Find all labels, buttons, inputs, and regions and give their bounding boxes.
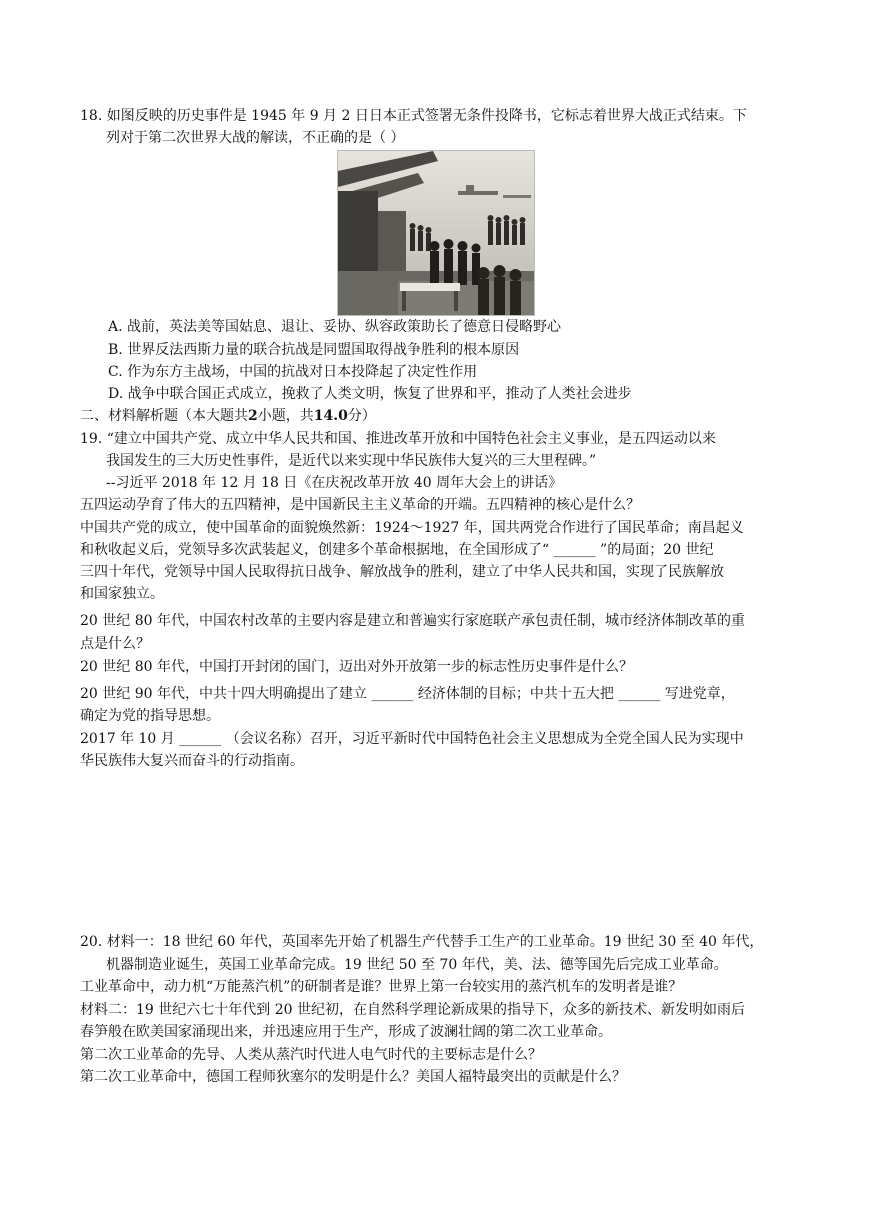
q20-paragraph-line: 第二次工业革命的先导、人类从蒸汽时代进人电气时代的主要标志是什么？: [80, 1047, 542, 1063]
q20-paragraph-line: 工业革命中，动力机“万能蒸汽机”的研制者是谁？世界上第一台较实用的蒸汽机车的发明者是谁？: [80, 979, 683, 995]
q18-option-a: A. 战前，英法美等国姑息、退让、妥协、纵容政策助长了德意日侵略野心: [108, 319, 562, 335]
q19-quote-source: --习近平 2018 年 12 月 18 日《在庆祝改革开放 40 周年大会上的讲话》: [106, 475, 563, 491]
section-total-score: 14.0: [313, 408, 348, 424]
section-heading-suffix: 分）: [347, 408, 376, 424]
q19-paragraph-line: 2017 年 10 月 ______ （会议名称）召开，习近平新时代中国特色社会主义思想成为全党全国人民为实现中: [80, 731, 744, 747]
q19-paragraph-line: 确定为党的指导思想。: [80, 708, 220, 724]
q20-paragraph-line: 材料二：19 世纪六七十年代到 20 世纪初，在自然科学理论新成果的指导下，众多的新技术、新发明如雨后: [80, 1002, 745, 1018]
q20-paragraph-line: 第二次工业革命中，德国工程师狄塞尔的发明是什么？美国人福特最突出的贡献是什么？: [80, 1069, 626, 1085]
q20-material1-line2: 机器制造业诞生，英国工业革命完成。19 世纪 50 至 70 年代，美、法、德等国先后完成工业革命。: [106, 957, 728, 973]
q19-paragraph-line: 中国共产党的成立，使中国革命的面貌焕然新：1924～1927 年，国共两党合作进行了国民革命；南昌起义: [80, 520, 744, 536]
q20-material1-line1: 20. 材料一：18 世纪 60 年代，英国率先开始了机器生产代替手工生产的工业革命。19 世纪 30 至 40 年代，: [80, 934, 764, 950]
q19-paragraph-line: 点是什么？: [80, 636, 150, 652]
q19-paragraph-line: 华民族伟大复兴而奋斗的行动指南。: [80, 753, 304, 769]
q18-option-c: C. 作为东方主战场，中国的抗战对日本投降起了决定性作用: [108, 364, 478, 380]
q19-paragraph-line: 和秋收起义后，党领导多次武装起义，创建多个革命根据地，在全国形成了“ ______ ”的局面；20 世纪: [80, 542, 714, 558]
q19-paragraph-line: 和国家独立。: [80, 586, 164, 602]
q18-option-d: D. 战争中联合国正式成立，挽救了人类文明，恢复了世界和平，推动了人类社会进步: [108, 386, 632, 402]
q19-quote-line1: 19. “建立中国共产党、成立中华人民共和国、推进改革开放和中国特色社会主义事业，是五四运动以来: [80, 431, 716, 447]
q18-stem-line2: 列对于第二次世界大战的解读，不正确的是（ ）: [106, 130, 405, 146]
section-heading: [80, 405, 792, 427]
q18-option-b: B. 世界反法西斯力量的联合抗战是同盟国取得战争胜利的根本原因: [108, 342, 520, 358]
section-heading-mid: 小题，共: [257, 408, 314, 424]
q19-quote-line2: 我国发生的三大历史性事件，是近代以来实现中华民族伟大复兴的三大里程碑。”: [106, 453, 597, 469]
q19-question-1: 五四运动孕育了伟大的五四精神，是中国新民主主义革命的开端。五四精神的核心是什么？: [80, 497, 640, 513]
surrender-ceremony-image: [338, 151, 534, 315]
q19-paragraph-line: 三四十年代，党领导中国人民取得抗日战争、解放战争的胜利，建立了中华人民共和国，实现了民族解放: [80, 564, 724, 580]
q18-stem-line1: 18. 如图反映的历史事件是 1945 年 9 月 2 日日本正式签署无条件投降书，它标志着世界大战正式结束。下: [80, 108, 747, 124]
surrender-ceremony-photo: [337, 150, 535, 316]
q20-paragraph-line: 春笋般在欧美国家涌现出来，并迅速应用于生产，形成了波澜壮阔的第二次工业革命。: [80, 1024, 612, 1040]
section-heading-prefix: 二、材料解析题（本大题共: [80, 408, 248, 424]
q19-paragraph-line: 20 世纪 80 年代，中国农村改革的主要内容是建立和普遍实行家庭联产承包责任制，城市经济体制改革的重: [80, 613, 745, 629]
q19-question-line: 20 世纪 80 年代，中国打开封闭的国门，迈出对外开放第一步的标志性历史事件是什么？: [80, 659, 633, 675]
q19-paragraph-line: 20 世纪 90 年代，中共十四大明确提出了建立 ______ 经济体制的目标；中共十五大把 ______ 写进党章，: [80, 686, 735, 702]
section-question-count: 2: [248, 408, 258, 424]
